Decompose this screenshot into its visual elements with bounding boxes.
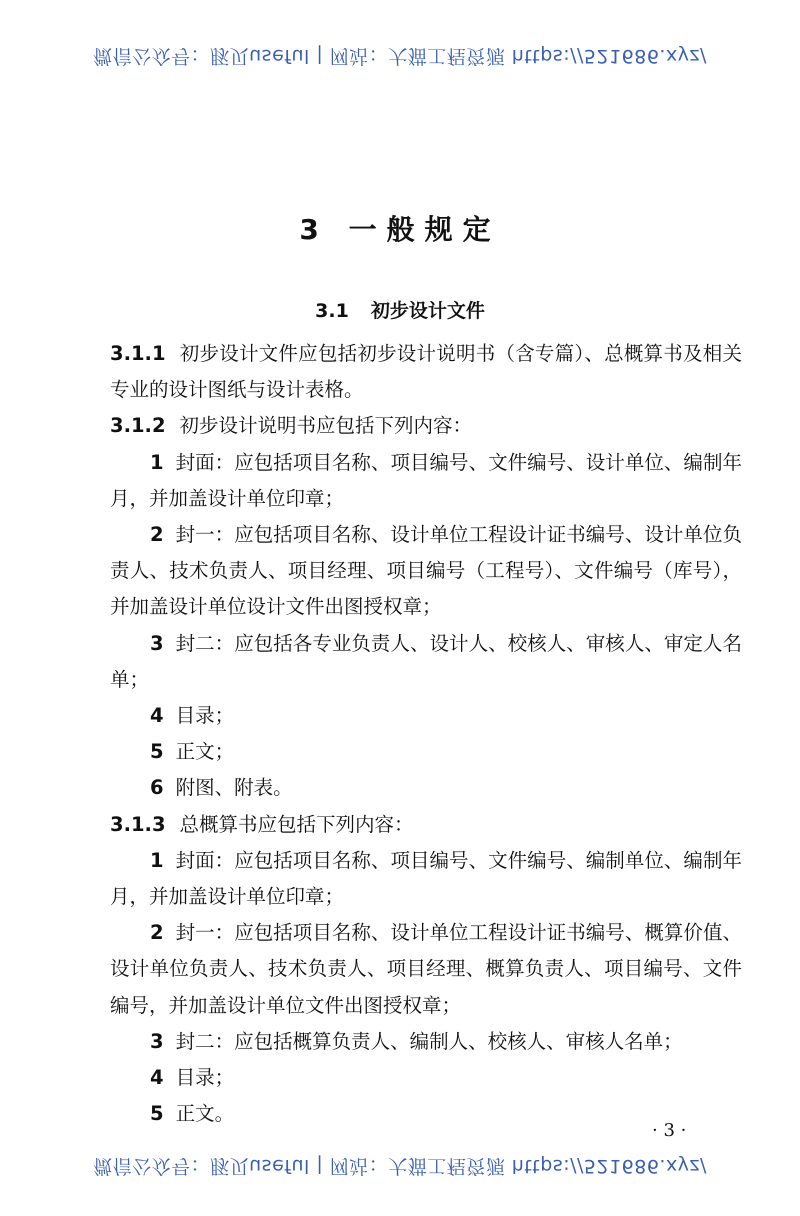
list-item [110, 517, 742, 626]
paragraph-text: 附图、附表。 [175, 776, 293, 800]
list-item [110, 1024, 742, 1060]
section-number: 3.1 [315, 300, 349, 322]
body-text [110, 336, 742, 1132]
item-number: 3.1.2 [110, 414, 166, 438]
watermark-bottom: 微信公众号：豚贝useful | 网站：大猫工程资源 https://521686.xyz/ [93, 1155, 707, 1177]
paragraph-text: 初步设计说明书应包括下列内容： [179, 414, 473, 438]
section-heading [0, 296, 800, 323]
list-item [110, 915, 742, 1024]
list-item [110, 734, 742, 770]
paragraph-text: 封一：应包括项目名称、设计单位工程设计证书编号、概算价值、设计单位负责人、技术负责人、项目经理、概算负责人、项目编号、文件编号，并加盖设计单位文件出图授权章； [110, 921, 742, 1017]
item-number: 1 [150, 848, 164, 872]
list-item [110, 770, 742, 806]
list-item [110, 1060, 742, 1096]
clause-paragraph [110, 336, 742, 408]
clause-paragraph [110, 408, 742, 444]
item-number: 3.1.3 [110, 812, 166, 836]
list-item [110, 698, 742, 734]
list-item [110, 445, 742, 517]
item-number: 3 [150, 1029, 164, 1053]
paragraph-text: 正文； [175, 740, 235, 764]
paragraph-text: 封一：应包括项目名称、设计单位工程设计证书编号、设计单位负责人、技术负责人、项目经理、项目编号（工程号）、文件编号（库号），并加盖设计单位设计文件出图授权章； [110, 523, 742, 619]
item-number: 2 [150, 921, 164, 945]
item-number: 5 [150, 1102, 164, 1126]
paragraph-text: 封二：应包括各专业负责人、设计人、校核人、审核人、审定人名单； [110, 631, 742, 691]
paragraph-text: 总概算书应包括下列内容： [179, 812, 414, 836]
page-number: · 3 · [652, 1120, 687, 1141]
item-number: 2 [150, 523, 164, 547]
item-number: 3 [150, 631, 164, 655]
paragraph-text: 正文。 [175, 1102, 235, 1126]
list-item [110, 843, 742, 915]
item-number: 5 [150, 740, 164, 764]
clause-paragraph [110, 807, 742, 843]
paragraph-text: 目录； [175, 1066, 235, 1090]
item-number: 4 [150, 1066, 164, 1090]
list-item [110, 626, 742, 698]
paragraph-text: 初步设计文件应包括初步设计说明书（含专篇）、总概算书及相关专业的设计图纸与设计表格。 [110, 342, 742, 402]
item-number: 6 [150, 776, 164, 800]
watermark-top: 微信公众号：豚贝useful | 网站：大猫工程资源 https://521686.xyz/ [93, 45, 707, 67]
item-number: 4 [150, 704, 164, 728]
paragraph-text: 封面：应包括项目名称、项目编号、文件编号、设计单位、编制年月，并加盖设计单位印章； [110, 450, 742, 510]
item-number: 1 [150, 450, 164, 474]
section-title: 初步设计文件 [370, 300, 485, 322]
chapter-title: 3 一般规定 [299, 213, 501, 246]
paragraph-text: 封二：应包括概算负责人、编制人、校核人、审核人名单； [175, 1029, 683, 1053]
item-number: 3.1.1 [110, 342, 166, 365]
list-item [110, 1096, 742, 1132]
paragraph-text: 目录； [175, 704, 235, 728]
paragraph-text: 封面：应包括项目名称、项目编号、文件编号、编制单位、编制年月，并加盖设计单位印章； [110, 848, 742, 909]
